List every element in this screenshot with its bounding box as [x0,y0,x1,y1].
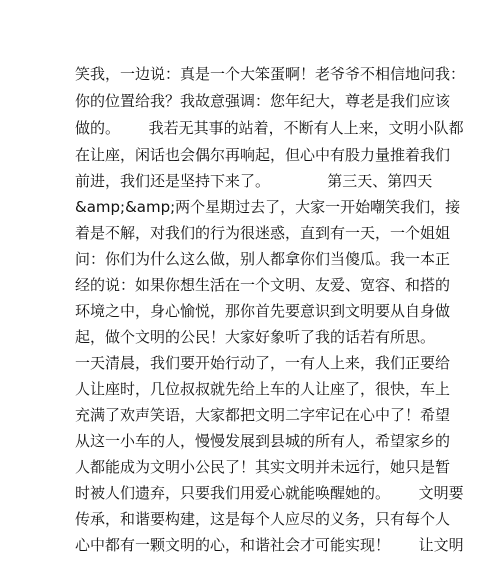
text-line: 前进，我们还是坚持下来了。 第三天、第四天 [75,172,433,190]
text-line: 问：你们为什么这么做，别人都拿你们当傻瓜。我一本正 [75,250,451,268]
text-line: 笑我，一边说：真是一个大笨蛋啊！老爷爷不相信地问我： [75,65,466,83]
text-line: 起，做个文明的公民！大家好象听了我的话若有所思。 [75,328,436,346]
text-line: 一天清晨，我们要开始行动了，一有人上来，我们正要给 [75,354,451,372]
text-line: 人让座时，几位叔叔就先给上车的人让座了，很快，车上 [75,380,451,398]
text-line: 经的说：如果你想生活在一个文明、友爱、宽容、和搭的 [75,276,451,294]
text-line: 在让座，闲话也会偶尔再响起，但心中有股力量推着我们 [75,146,451,164]
text-line: &amp;&amp;两个星期过去了，大家一开始嘲笑我们，接 [75,198,461,216]
text-line: 着是不解，对我们的行为很迷惑，直到有一天，一个姐姐 [75,224,451,242]
text-line: 从这一小车的人，慢慢发展到县城的所有人，希望家乡的 [75,432,451,450]
text-line: 充满了欢声笑语，大家都把文明二字牢记在心中了！希望 [75,406,451,424]
text-line: 心中都有一颗文明的心，和谐社会才可能实现！ 让文明 [75,536,464,554]
text-line: 环境之中，身心愉悦，那你首先要意识到文明要从自身做 [75,302,451,320]
text-line: 做的。 我若无其事的站着，不断有人上来，文明小队都 [75,119,464,137]
text-line: 时被人们遗弃，只要我们用爱心就能唤醒她的。 文明要 [75,484,464,502]
text-line: 传承，和谐要构建，这是每个人应尽的义务，只有每个人 [75,510,451,528]
text-line: 人都能成为文明小公民了！其实文明并未远行，她只是暂 [75,458,451,476]
text-line: 你的位置给我？我故意强调：您年纪大，尊老是我们应该 [75,92,451,110]
